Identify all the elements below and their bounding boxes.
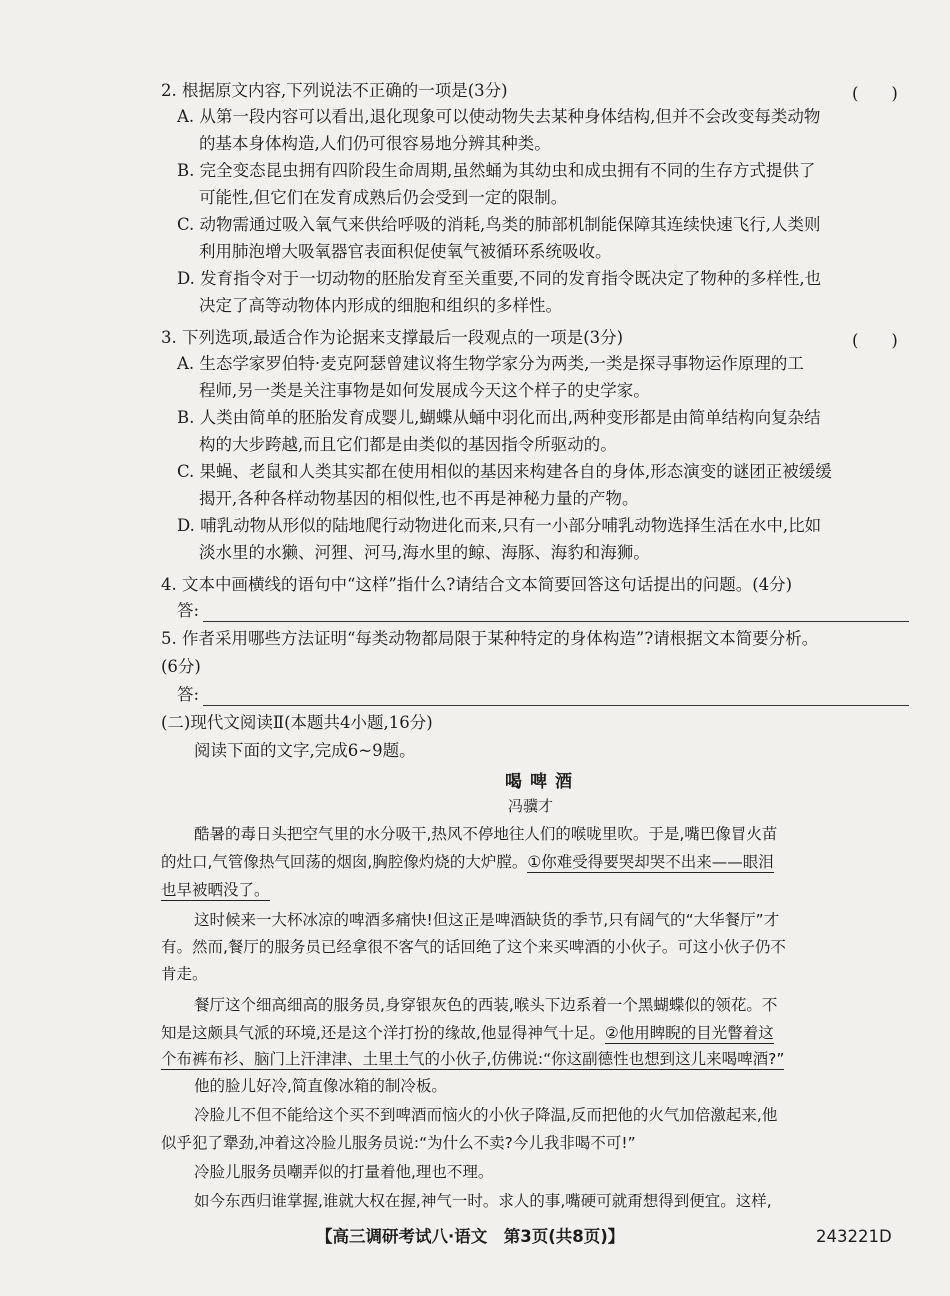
story-p7: 如今东西归谁掌握,谁就大权在握,神气一时。求人的事,嘴硬可就甭想得到便宜。这样, (194, 1192, 772, 1210)
story-author: 冯骥才 (508, 797, 554, 815)
q4-answer-rule[interactable] (203, 605, 909, 622)
story-p3-line3 (161, 1048, 784, 1070)
q3-option-a-cont: 程师,另一类是关注事物是如何发展成今天这个样子的史学家。 (199, 381, 650, 400)
section-instruction: 阅读下面的文字,完成6~9题。 (194, 741, 416, 760)
story-title: 喝啤酒 (505, 772, 580, 792)
story-p1-line2 (161, 851, 774, 873)
q2-option-d: D. 发育指令对于一切动物的胚胎发育至关重要,不同的发育指令既决定了物种的多样性,也 (177, 269, 822, 288)
story-p1-line3 (161, 879, 270, 901)
q4-answer-label: 答: (177, 601, 200, 620)
story-p2-line2: 有。然而,餐厅的服务员已经拿很不客气的话回绝了这个来买啤酒的小伙子。可这小伙子仍不 (161, 938, 786, 956)
q3-option-b: B. 人类由简单的胚胎发育成婴儿,蝴蝶从蛹中羽化而出,两种变形都是由简单结构向复杂结 (177, 408, 821, 427)
story-p2-line3: 肯走。 (161, 965, 208, 983)
q2-option-b-cont: 可能性,但它们在发育成熟后仍会受到一定的限制。 (199, 188, 568, 207)
q2-option-c-cont: 利用肺泡增大吸氧器官表面积促使氧气被循环系统吸收。 (199, 242, 612, 261)
q2-option-c: C. 动物需通过吸入氧气来供给呼吸的消耗,鸟类的肺部机制能保障其连续快速飞行,人类则 (177, 215, 821, 234)
page-footer: 【高三调研考试八·语文 第3页(共8页)】 (316, 1227, 625, 1246)
q5-answer-label: 答: (177, 685, 200, 704)
q3-option-d-cont: 淡水里的水獭、河狸、河马,海水里的鲸、海豚、海豹和海狮。 (199, 543, 650, 562)
q2-option-a-cont: 的基本身体构造,人们仍可很容易地分辨其种类。 (199, 134, 551, 153)
underlined-sentence-1-cont: 也早被晒没了。 (161, 881, 270, 899)
q5-answer-rule[interactable] (203, 689, 909, 706)
story-p2-line1: 这时候来一大杯冰凉的啤酒多痛快!但这正是啤酒缺货的季节,只有阔气的“大华餐厅”才 (194, 911, 780, 929)
story-p3-line2-text: 知是这颇具气派的环境,还是这个洋打扮的缘故,他显得神气十足。 (161, 1024, 605, 1042)
story-p5-line2: 似乎犯了犟劲,冲着这冷脸儿服务员说:“为什么不卖?今儿我非喝不可!” (161, 1134, 636, 1152)
section-heading: (二)现代文阅读Ⅱ(本题共4小题,16分) (161, 713, 433, 732)
story-p1-line1: 酷暑的毒日头把空气里的水分吸干,热风不停地往人们的喉咙里吹。于是,嘴巴像冒火苗 (194, 825, 778, 843)
paper-code: 243221D (816, 1227, 892, 1246)
q2-option-b: B. 完全变态昆虫拥有四阶段生命周期,虽然蛹为其幼虫和成虫拥有不同的生存方式提供了 (177, 161, 816, 180)
story-p6: 冷脸儿服务员嘲弄似的打量着他,理也不理。 (194, 1163, 494, 1181)
q3-stem: 3. 下列选项,最适合作为论据来支撑最后一段观点的一项是(3分) (161, 328, 624, 347)
story-p4: 他的脸儿好冷,简直像冰箱的制冷板。 (194, 1077, 447, 1095)
q5-answer-line[interactable] (177, 684, 909, 706)
q3-option-c: C. 果蝇、老鼠和人类其实都在使用相似的基因来构建各自的身体,形态演变的谜团正被缓缓 (177, 462, 832, 481)
q3-option-a: A. 生态学家罗伯特·麦克阿瑟曾建议将生物学家分为两类,一类是探寻事物运作原理的工 (177, 354, 804, 373)
story-p3-line1: 餐厅这个细高细高的服务员,身穿银灰色的西装,喉头下边系着一个黑蝴蝶似的领花。不 (194, 996, 778, 1014)
q3-option-d: D. 哺乳动物从形似的陆地爬行动物进化而来,只有一小部分哺乳动物选择生活在水中,比如 (177, 516, 822, 535)
story-p3-line2 (161, 1022, 774, 1044)
q3-option-c-cont: 揭开,各种各样动物基因的相似性,也不再是神秘力量的产物。 (199, 489, 639, 508)
q2-stem: 2. 根据原文内容,下列说法不正确的一项是(3分) (161, 81, 508, 100)
q4-stem: 4. 文本中画横线的语句中“这样”指什么?请结合文本简要回答这句话提出的问题。(4分) (161, 575, 793, 594)
q3-option-b-cont: 构的大步跨越,而且它们都是由类似的基因指令所驱动的。 (199, 435, 617, 454)
q2-option-d-cont: 决定了高等动物体内形成的细胞和组织的多样性。 (199, 296, 562, 315)
underlined-sentence-1: ①你难受得要哭却哭不出来——眼泪 (527, 853, 774, 871)
q5-stem: 5. 作者采用哪些方法证明“每类动物都局限于某种特定的身体构造”?请根据文本简要分析。 (161, 629, 819, 648)
q4-answer-line[interactable] (177, 600, 909, 622)
q2-option-a: A. 从第一段内容可以看出,退化现象可以使动物失去某种身体结构,但并不会改变每类动物 (177, 107, 821, 126)
underlined-sentence-2: ②他用睥睨的目光瞥着这 (604, 1024, 774, 1042)
q5-score: (6分) (161, 657, 201, 676)
underlined-sentence-2-cont: 个布裤布衫、脑门上汗津津、土里土气的小伙子,仿佛说:“你这副德性也想到这儿来喝啤酒?” (161, 1050, 785, 1068)
story-p5-line1: 冷脸儿不但不能给这个买不到啤酒而恼火的小伙子降温,反而把他的火气加倍激起来,他 (194, 1106, 778, 1124)
q2-answer-bracket[interactable]: ( ) (852, 84, 898, 103)
q3-answer-bracket[interactable]: ( ) (852, 331, 898, 350)
story-p1-line2-text: 的灶口,气管像热气回荡的烟囱,胸腔像灼烧的大炉膛。 (161, 853, 528, 871)
